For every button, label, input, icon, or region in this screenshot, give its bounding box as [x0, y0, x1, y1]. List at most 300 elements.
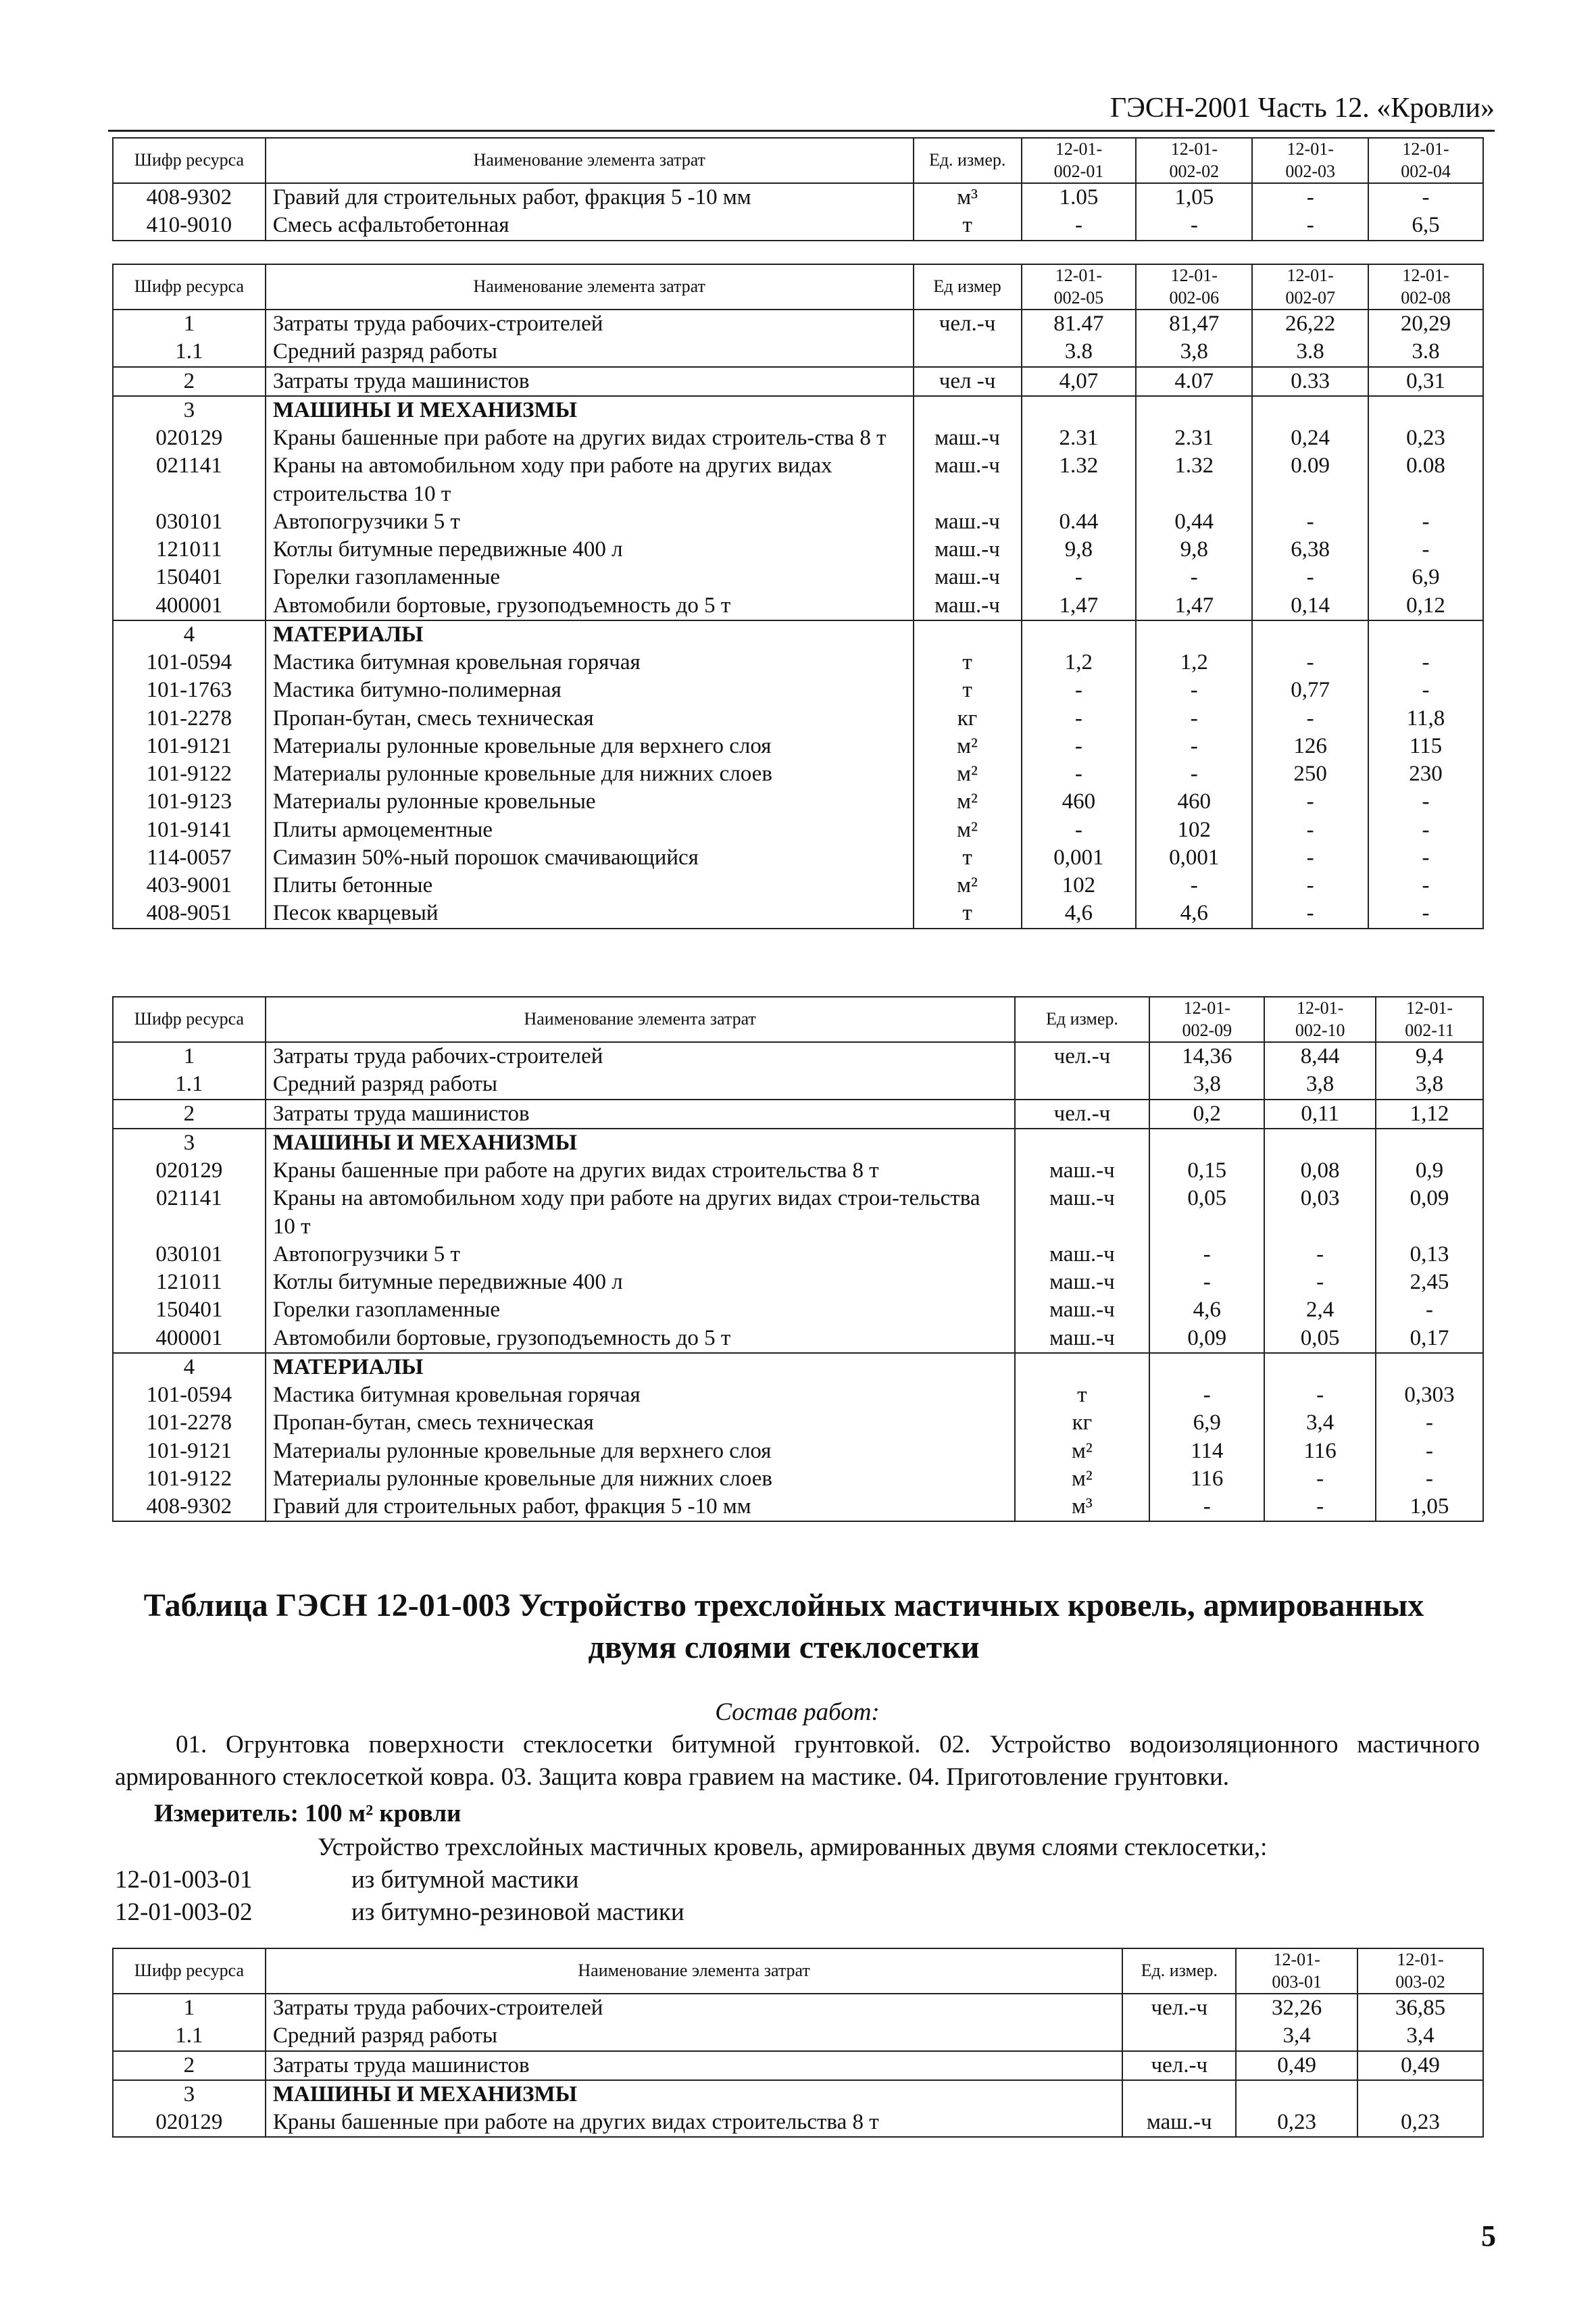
norm-value: -	[1252, 212, 1368, 240]
norm-value: 1,2	[1136, 649, 1252, 676]
norm-code-part: 002-11	[1405, 1020, 1454, 1040]
norm-value: 250	[1252, 760, 1368, 788]
table-row	[113, 1185, 1483, 1241]
table-row	[113, 733, 1483, 760]
norm-value: 116	[1149, 1465, 1264, 1493]
resource-name: Краны башенные при работе на других видах строитель-ства 8 т	[266, 424, 914, 452]
resource-unit	[1122, 2080, 1236, 2109]
norm-value: -	[1252, 844, 1368, 872]
table-heading	[108, 1585, 1460, 1669]
table-row	[113, 872, 1483, 900]
resource-code: 4	[113, 1353, 266, 1381]
column-header-name: Наименование элемента затрат	[266, 138, 914, 183]
resource-unit: т	[914, 844, 1022, 872]
norm-value: -	[1252, 649, 1368, 676]
table-row	[113, 183, 1483, 212]
resource-code: 2	[113, 1100, 266, 1129]
norm-value: -	[1136, 564, 1252, 591]
resource-code: 3	[113, 396, 266, 424]
variants-list	[115, 1831, 1267, 1929]
norm-value: 2,45	[1376, 1269, 1483, 1296]
resource-name: МАШИНЫ И МЕХАНИЗМЫ	[266, 2080, 1123, 2109]
column-header-unit: Ед. измер.	[914, 138, 1022, 183]
norm-value: 0,23	[1236, 2109, 1357, 2137]
column-header-norm-code	[1236, 1948, 1357, 1994]
column-header-name: Наименование элемента затрат	[266, 1948, 1123, 1994]
table-row	[113, 310, 1483, 338]
norm-value: 3,4	[1236, 2022, 1357, 2050]
norm-value: 0,303	[1376, 1381, 1483, 1409]
resource-name: Автопогрузчики 5 т	[266, 508, 914, 536]
section-row	[113, 396, 1483, 424]
meter-label: Измеритель:	[154, 1800, 299, 1827]
norm-code-part: 002-05	[1053, 287, 1104, 307]
table-row	[113, 2051, 1483, 2080]
resource-unit: маш.-ч	[914, 452, 1022, 508]
norm-value: 20,29	[1368, 310, 1483, 338]
composition-text: 01. Огрунтовка поверхности стеклосетки битумной грунтовкой. 02. Устройство водоизоляционного мастичного армированного стеклосеткой ковра. 03. Защита ковра гравием на мастике. 04. Приготовление грунтовки.	[115, 1731, 1480, 1792]
table-row	[113, 1493, 1483, 1521]
norm-value: 2.31	[1136, 424, 1252, 452]
norm-value	[1252, 396, 1368, 424]
resource-table-1	[112, 137, 1484, 241]
resource-name: Затраты труда машинистов	[266, 367, 914, 396]
norm-value: 0,23	[1357, 2109, 1483, 2137]
resource-unit: м³	[914, 183, 1022, 212]
resource-unit: т	[914, 900, 1022, 928]
resource-code: 2	[113, 2051, 266, 2080]
resource-unit: маш.-ч	[914, 592, 1022, 620]
norm-value: 0,77	[1252, 676, 1368, 704]
norm-code-part: 002-10	[1295, 1020, 1345, 1040]
resource-code: 4	[113, 620, 266, 649]
table-row	[113, 1269, 1483, 1296]
norm-value: 115	[1368, 733, 1483, 760]
norm-value: 0,49	[1357, 2051, 1483, 2080]
norm-value: -	[1376, 1437, 1483, 1465]
resource-name: Мастика битумная кровельная горячая	[266, 1381, 1015, 1409]
resource-unit	[1015, 1353, 1150, 1381]
resource-name: Материалы рулонные кровельные	[266, 788, 914, 816]
resource-unit: маш.-ч	[1015, 1241, 1150, 1269]
resource-code: 021141	[113, 452, 266, 508]
norm-value: -	[1368, 536, 1483, 564]
norm-value	[1149, 1129, 1264, 1157]
norm-value: 0,44	[1136, 508, 1252, 536]
resource-code: 030101	[113, 1241, 266, 1269]
column-header-norm-code	[1136, 138, 1252, 183]
norm-value: 3,8	[1264, 1070, 1376, 1099]
norm-value: 3.8	[1252, 338, 1368, 366]
norm-code-part: 002-08	[1401, 287, 1451, 307]
resource-code: 114-0057	[113, 844, 266, 872]
resource-unit: маш.-ч	[1015, 1296, 1150, 1324]
column-header-unit: Ед. измер.	[1122, 1948, 1236, 1994]
table-row	[113, 760, 1483, 788]
resource-unit: м²	[1015, 1465, 1150, 1493]
column-header-code: Шифр ресурса	[113, 138, 266, 183]
column-header-code: Шифр ресурса	[113, 1948, 266, 1994]
table-row	[113, 788, 1483, 816]
norm-value: 0,15	[1149, 1157, 1264, 1185]
column-header-norm-code	[1264, 997, 1376, 1042]
resource-code: 101-2278	[113, 705, 266, 733]
resource-code: 410-9010	[113, 212, 266, 240]
norm-value: -	[1368, 183, 1483, 212]
norm-value: -	[1252, 788, 1368, 816]
norm-value: 9,4	[1376, 1042, 1483, 1070]
table-header-row	[113, 1948, 1483, 1994]
norm-value: 460	[1022, 788, 1137, 816]
norm-value: 0.09	[1252, 452, 1368, 508]
norm-value: 0,001	[1022, 844, 1137, 872]
norm-code-part: 002-02	[1169, 161, 1220, 181]
table-row	[113, 1296, 1483, 1324]
norm-value	[1136, 620, 1252, 649]
resource-unit: м³	[1015, 1493, 1150, 1521]
norm-code-part: 12-01-	[1402, 139, 1449, 159]
table-row	[113, 900, 1483, 928]
norm-code-part: 12-01-	[1170, 266, 1218, 285]
norm-value: -	[1368, 872, 1483, 900]
table-row	[113, 1994, 1483, 2022]
norm-value: 4.07	[1136, 367, 1252, 396]
resource-code: 1.1	[113, 338, 266, 366]
norm-value: 0,001	[1136, 844, 1252, 872]
resource-code: 3	[113, 2080, 266, 2109]
norm-value	[1022, 620, 1137, 649]
norm-value: 0,05	[1149, 1185, 1264, 1241]
resource-name: Мастика битумная кровельная горячая	[266, 649, 914, 676]
norm-value: 32,26	[1236, 1994, 1357, 2022]
norm-value: 3,4	[1357, 2022, 1483, 2050]
resource-code: 020129	[113, 1157, 266, 1185]
norm-value: 1,47	[1136, 592, 1252, 620]
resource-name: Горелки газопламенные	[266, 564, 914, 591]
norm-value: -	[1022, 816, 1137, 844]
column-header-norm-code	[1357, 1948, 1483, 1994]
resource-name: Затраты труда рабочих-строителей	[266, 1994, 1123, 2022]
section-row	[113, 1353, 1483, 1381]
norm-value: 3.8	[1368, 338, 1483, 366]
column-header-norm-code	[1376, 997, 1483, 1042]
page-header	[108, 87, 1495, 132]
variant-code: 12-01-003-02	[115, 1898, 253, 1927]
norm-value: 3,8	[1376, 1070, 1483, 1099]
norm-value: 126	[1252, 733, 1368, 760]
norm-value: 0.44	[1022, 508, 1137, 536]
norm-value: 460	[1136, 788, 1252, 816]
norm-value: -	[1368, 649, 1483, 676]
resource-name: Мастика битумно-полимерная	[266, 676, 914, 704]
column-header-unit: Ед измер	[914, 264, 1022, 310]
resource-name: МАШИНЫ И МЕХАНИЗМЫ	[266, 396, 914, 424]
norm-value: 102	[1022, 872, 1137, 900]
resource-unit: маш.-ч	[914, 508, 1022, 536]
variant-code: 12-01-003-01	[115, 1866, 253, 1894]
norm-value: 81.47	[1022, 310, 1137, 338]
meter	[154, 1799, 461, 1828]
resource-name: Материалы рулонные кровельные для нижних слоев	[266, 760, 914, 788]
resource-code: 121011	[113, 536, 266, 564]
norm-value: 114	[1149, 1437, 1264, 1465]
resource-name: Средний разряд работы	[266, 2022, 1123, 2050]
resource-name: Краны на автомобильном ходу при работе на других видах строительства 10 т	[266, 452, 914, 508]
resource-name: МАТЕРИАЛЫ	[266, 1353, 1015, 1381]
table-row	[113, 508, 1483, 536]
resource-code: 408-9302	[113, 1493, 266, 1521]
table-row	[113, 649, 1483, 676]
work-composition	[115, 1696, 1480, 1794]
resource-unit	[1015, 1129, 1150, 1157]
norm-value: 0,13	[1376, 1241, 1483, 1269]
table-header-row	[113, 997, 1483, 1042]
resource-name: Котлы битумные передвижные 400 л	[266, 1269, 1015, 1296]
norm-value	[1368, 620, 1483, 649]
resource-code: 1	[113, 310, 266, 338]
resource-code: 150401	[113, 1296, 266, 1324]
norm-value	[1136, 396, 1252, 424]
table-row	[113, 1042, 1483, 1070]
norm-value: -	[1252, 816, 1368, 844]
table-row	[113, 212, 1483, 240]
norm-value: -	[1136, 872, 1252, 900]
resource-code: 101-9122	[113, 1465, 266, 1493]
norm-value: 1.32	[1136, 452, 1252, 508]
resource-unit: маш.-ч	[914, 536, 1022, 564]
column-header-norm-code	[1368, 138, 1483, 183]
norm-value: -	[1022, 212, 1137, 240]
table-row	[113, 705, 1483, 733]
resource-code: 1	[113, 1042, 266, 1070]
norm-value: -	[1022, 676, 1137, 704]
resource-unit: м²	[914, 788, 1022, 816]
document-title: ГЭСН-2001 Часть 12. «Кровли»	[1109, 93, 1495, 124]
norm-value: -	[1252, 183, 1368, 212]
resource-name: Краны башенные при работе на других видах строительства 8 т	[266, 1157, 1015, 1185]
norm-value: -	[1136, 212, 1252, 240]
column-header-norm-code	[1136, 264, 1252, 310]
norm-value: 1,2	[1022, 649, 1137, 676]
norm-value: -	[1368, 816, 1483, 844]
resource-code: 1	[113, 1994, 266, 2022]
resource-name: Автомобили бортовые, грузоподъемность до 5 т	[266, 1325, 1015, 1353]
table-row	[113, 1465, 1483, 1493]
resource-name: Материалы рулонные кровельные для верхнего слоя	[266, 733, 914, 760]
resource-name: Затраты труда машинистов	[266, 2051, 1123, 2080]
norm-value: -	[1149, 1269, 1264, 1296]
resource-code: 101-2278	[113, 1409, 266, 1437]
resource-unit: маш.-ч	[1015, 1185, 1150, 1241]
resource-name: Затраты труда рабочих-строителей	[266, 1042, 1015, 1070]
norm-value: -	[1136, 733, 1252, 760]
norm-value: 0,17	[1376, 1325, 1483, 1353]
norm-value: 0,11	[1264, 1100, 1376, 1129]
resource-name: Пропан-бутан, смесь техническая	[266, 705, 914, 733]
norm-value: 1.32	[1022, 452, 1137, 508]
norm-value: 102	[1136, 816, 1252, 844]
norm-value: -	[1368, 508, 1483, 536]
resource-table-2	[112, 264, 1484, 929]
norm-code-part: 12-01-	[1183, 998, 1230, 1018]
norm-value: 6,9	[1368, 564, 1483, 591]
resource-code: 020129	[113, 424, 266, 452]
norm-value: 0,23	[1368, 424, 1483, 452]
resource-name: Плиты бетонные	[266, 872, 914, 900]
norm-value: -	[1149, 1493, 1264, 1521]
table-row	[113, 1100, 1483, 1129]
table-row	[113, 536, 1483, 564]
resource-unit: маш.-ч	[914, 424, 1022, 452]
table-row	[113, 2109, 1483, 2137]
resource-code: 2	[113, 367, 266, 396]
resource-code: 030101	[113, 508, 266, 536]
norm-value: -	[1252, 872, 1368, 900]
resource-code: 400001	[113, 1325, 266, 1353]
table-row	[113, 592, 1483, 620]
column-header-norm-code	[1149, 997, 1264, 1042]
norm-value: 0,12	[1368, 592, 1483, 620]
resource-name: Гравий для строительных работ, фракция 5 -10 мм	[266, 1493, 1015, 1521]
norm-code-part: 12-01-	[1170, 139, 1218, 159]
norm-value: -	[1149, 1381, 1264, 1409]
table-row	[113, 564, 1483, 591]
norm-value: 81,47	[1136, 310, 1252, 338]
norm-code-part: 002-09	[1182, 1020, 1232, 1040]
norm-value: 4,07	[1022, 367, 1137, 396]
table-row	[113, 1409, 1483, 1437]
section-row	[113, 2080, 1483, 2109]
norm-value: -	[1252, 900, 1368, 928]
norm-value: 1,12	[1376, 1100, 1483, 1129]
norm-value: 6,38	[1252, 536, 1368, 564]
norm-value: -	[1252, 564, 1368, 591]
norm-value: -	[1368, 676, 1483, 704]
resource-unit: чел.-ч	[1122, 1994, 1236, 2022]
norm-value	[1376, 1129, 1483, 1157]
resource-name: Горелки газопламенные	[266, 1296, 1015, 1324]
resource-name: Симазин 50%-ный порошок смачивающийся	[266, 844, 914, 872]
norm-value: 0,09	[1376, 1185, 1483, 1241]
norm-code-part: 12-01-	[1055, 266, 1103, 285]
norm-value: 0.33	[1252, 367, 1368, 396]
norm-value	[1357, 2080, 1483, 2109]
norm-value: -	[1136, 705, 1252, 733]
variant-text: из битумной мастики	[351, 1866, 579, 1894]
norm-value: -	[1376, 1296, 1483, 1324]
norm-value: 3,8	[1136, 338, 1252, 366]
resource-code: 101-0594	[113, 1381, 266, 1409]
resource-code: 1.1	[113, 2022, 266, 2050]
norm-value: 0.08	[1368, 452, 1483, 508]
resource-code: 150401	[113, 564, 266, 591]
section-row	[113, 1129, 1483, 1157]
norm-value: 0,03	[1264, 1185, 1376, 1241]
norm-value: 6,5	[1368, 212, 1483, 240]
resource-unit: м²	[1015, 1437, 1150, 1465]
resource-name: Средний разряд работы	[266, 1070, 1015, 1099]
resource-name: Автомобили бортовые, грузоподъемность до 5 т	[266, 592, 914, 620]
variant-text: из битумно-резиновой мастики	[351, 1898, 684, 1927]
norm-value: -	[1149, 1241, 1264, 1269]
resource-unit: кг	[1015, 1409, 1150, 1437]
resource-unit: маш.-ч	[1015, 1157, 1150, 1185]
resource-name: Пропан-бутан, смесь техническая	[266, 1409, 1015, 1437]
table-row	[113, 1325, 1483, 1353]
table-row	[113, 1381, 1483, 1409]
norm-value: -	[1264, 1465, 1376, 1493]
resource-unit: маш.-ч	[1122, 2109, 1236, 2137]
norm-value: 4,6	[1022, 900, 1137, 928]
resource-code: 101-9121	[113, 1437, 266, 1465]
resource-name: Гравий для строительных работ, фракция 5 -10 мм	[266, 183, 914, 212]
norm-value	[1368, 396, 1483, 424]
norm-value: -	[1252, 705, 1368, 733]
resource-name: Затраты труда рабочих-строителей	[266, 310, 914, 338]
norm-value	[1264, 1353, 1376, 1381]
resource-table-3	[112, 996, 1484, 1522]
resource-table-4	[112, 1948, 1484, 2138]
resource-code: 101-0594	[113, 649, 266, 676]
norm-value: 3.8	[1022, 338, 1137, 366]
norm-value: 0,31	[1368, 367, 1483, 396]
resource-name: МАТЕРИАЛЫ	[266, 620, 914, 649]
norm-value: 1,05	[1136, 183, 1252, 212]
norm-value: 0,05	[1264, 1325, 1376, 1353]
norm-code-part: 12-01-	[1402, 266, 1449, 285]
column-header-code: Шифр ресурса	[113, 997, 266, 1042]
norm-value: -	[1252, 508, 1368, 536]
norm-value: -	[1022, 733, 1137, 760]
resource-unit: чел.-ч	[1122, 2051, 1236, 2080]
norm-value: -	[1022, 705, 1137, 733]
composition-label: Состав работ:	[715, 1698, 880, 1726]
norm-value: 26,22	[1252, 310, 1368, 338]
norm-code-part: 002-04	[1401, 161, 1451, 181]
norm-value: 36,85	[1357, 1994, 1483, 2022]
norm-value: -	[1264, 1493, 1376, 1521]
column-header-name: Наименование элемента затрат	[266, 997, 1015, 1042]
table-header-row	[113, 264, 1483, 310]
resource-unit	[914, 396, 1022, 424]
table-row	[113, 816, 1483, 844]
resource-unit: м²	[914, 760, 1022, 788]
resource-name: Смесь асфальтобетонная	[266, 212, 914, 240]
resource-unit: м²	[914, 733, 1022, 760]
norm-value: 0,9	[1376, 1157, 1483, 1185]
norm-value: -	[1264, 1241, 1376, 1269]
norm-value: -	[1136, 760, 1252, 788]
norm-value: 1.05	[1022, 183, 1137, 212]
resource-unit: чел.-ч	[914, 310, 1022, 338]
resource-code: 121011	[113, 1269, 266, 1296]
resource-name: МАШИНЫ И МЕХАНИЗМЫ	[266, 1129, 1015, 1157]
column-header-norm-code	[1022, 264, 1137, 310]
column-header-norm-code	[1252, 264, 1368, 310]
norm-value: 0,09	[1149, 1325, 1264, 1353]
column-header-code: Шифр ресурса	[113, 264, 266, 310]
norm-value: 8,44	[1264, 1042, 1376, 1070]
page-number: 5	[1481, 2219, 1496, 2253]
resource-code: 101-9122	[113, 760, 266, 788]
norm-code-part: 002-06	[1169, 287, 1220, 307]
norm-value: 3,4	[1264, 1409, 1376, 1437]
resource-code: 408-9302	[113, 183, 266, 212]
table-heading-line-2: двумя слоями стеклосетки	[588, 1629, 980, 1666]
norm-value: 14,36	[1149, 1042, 1264, 1070]
norm-value: 6,9	[1149, 1409, 1264, 1437]
variants-intro: Устройство трехслойных мастичных кровель, армированных двумя слоями стеклосетки,:	[318, 1833, 1268, 1861]
